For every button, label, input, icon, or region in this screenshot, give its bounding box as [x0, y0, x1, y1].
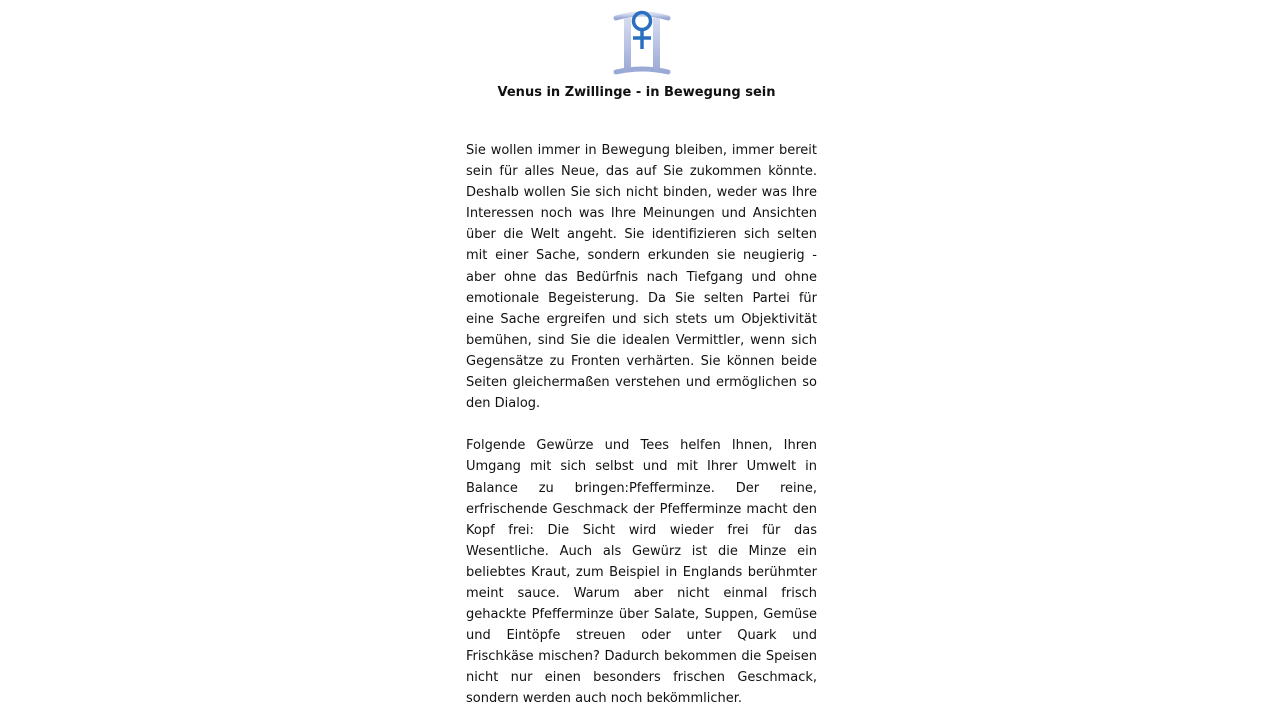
paragraph-character: Sie wollen immer in Bewegung bleiben, immer bereit sein für alles Neue, das auf Sie zukommen könnte. Deshalb wollen Sie sich nicht binden, weder was Ihre Interessen noch was Ihre Meinungen und Ansichten über die Welt angeht. Sie identifizieren sich selten mit einer Sache, sondern erkunden sie neugierig - aber ohne das Bedürfnis nach Tiefgang und ohne emotionale Begeisterung. Da Sie selten Partei für eine Sache ergreifen und sich stets um Objektivität bemühen, sind Sie die idealen Vermittler, wenn sich Gegensätze zu Fronten verhärten. Sie können beide Seiten gleichermaßen verstehen und ermöglichen so den Dialog. — [466, 143, 817, 412]
paragraph-spices: Folgende Gewürze und Tees helfen Ihnen, Ihren Umgang mit sich selbst und mit Ihrer Umwelt in Balance zu bringen:Pfefferminze. Der reine, erfrischende Geschmack der Pfefferminze macht den Kopf frei: Die Sicht wird wieder frei für das Wesentliche. Auch als Gewürz ist die Minze ein beliebtes Kraut, zum Beispiel in Englands berühmter meint sauce. Warum aber nicht einmal frisch gehackte Pfefferminze über Salate, Suppen, Gemüse und Eintöpfe streuen oder unter Quark und Frischkäse mischen? Dadurch bekommen die Speisen nicht nur einen besonders frischen Geschmack, sondern werden auch noch bekömmlicher. — [466, 438, 817, 707]
venus-in-gemini-icon — [612, 8, 672, 78]
page-title: Venus in Zwillinge - in Bewegung sein — [497, 85, 776, 100]
article-body — [466, 140, 817, 710]
